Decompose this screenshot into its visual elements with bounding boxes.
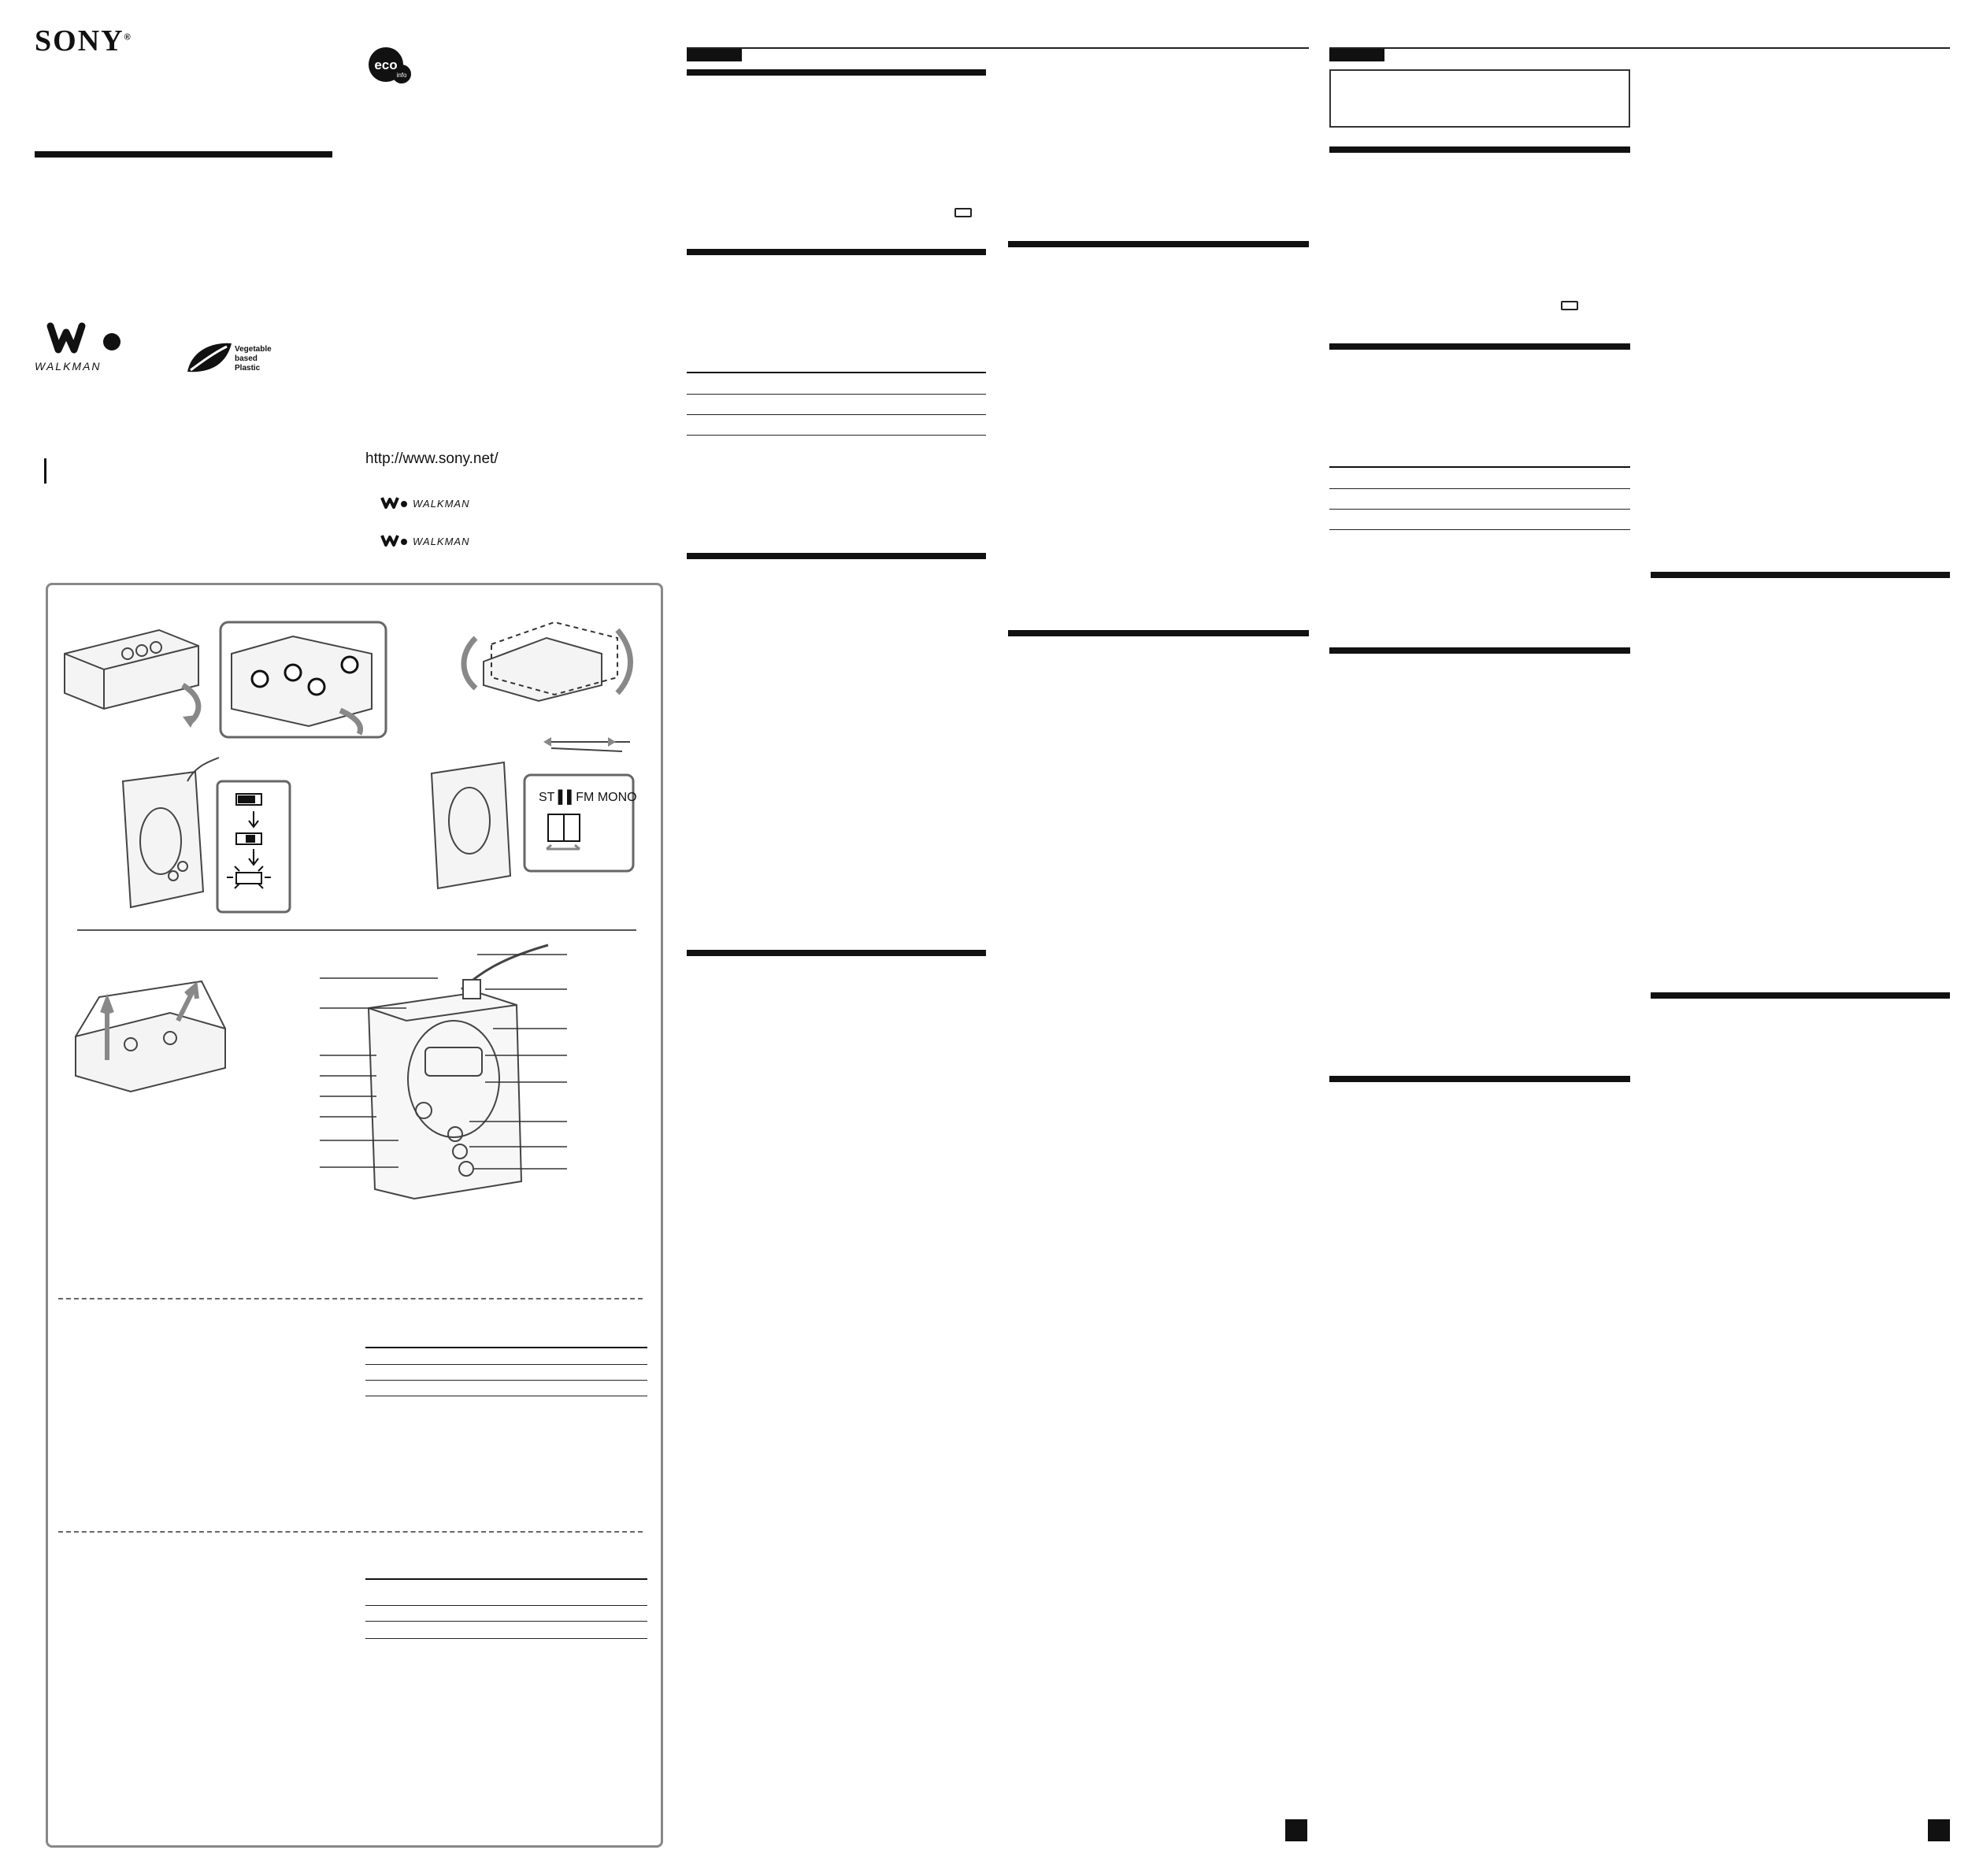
table-rule <box>365 1638 647 1639</box>
section-rule <box>687 249 986 255</box>
section-rule <box>687 553 986 559</box>
section-rule <box>1329 647 1630 654</box>
sony-logo: SONY® <box>35 24 131 57</box>
notice-box <box>1329 69 1630 128</box>
unit-parts-diagram <box>320 945 572 1213</box>
cut-line <box>58 1298 643 1299</box>
section-rule <box>1329 343 1630 350</box>
page-number-block <box>1928 1819 1950 1841</box>
margin-mark <box>44 458 46 484</box>
table-rule <box>365 1380 647 1381</box>
table-rule <box>687 414 986 415</box>
leaf-icon <box>184 340 233 375</box>
battery-icon <box>954 208 972 217</box>
section-rule <box>1329 146 1630 153</box>
header-rule <box>687 47 1309 49</box>
eco-info-icon <box>367 46 416 87</box>
section-rule <box>687 69 986 76</box>
website-url: http://www.sony.net/ <box>365 450 499 467</box>
section-rule <box>1651 572 1950 578</box>
table-rule <box>1329 466 1630 468</box>
eco-badge-text: eco <box>374 57 398 72</box>
section-rule <box>1329 1076 1630 1082</box>
walkman-logo-icon <box>35 318 137 373</box>
walkman-wordmark: WALKMAN <box>413 536 470 547</box>
panel-divider <box>77 929 636 931</box>
table-rule <box>365 1578 647 1580</box>
table-rule <box>365 1347 647 1348</box>
walkman-mark-icon <box>380 532 408 548</box>
mono-switch-illustration <box>425 734 646 892</box>
battery-insert-illustration <box>57 622 387 740</box>
table-rule <box>365 1605 647 1606</box>
walkman-wordmark: WALKMAN <box>413 498 470 510</box>
language-tab <box>1329 47 1384 61</box>
table-rule <box>1329 488 1630 489</box>
walkman-mark-icon <box>380 495 408 510</box>
mono-switch-label: ST ▌▌FM MONO <box>539 791 637 804</box>
walkman-logo-text: WALKMAN <box>35 360 102 373</box>
table-rule <box>687 372 986 373</box>
section-rule <box>687 950 986 956</box>
page-number-block <box>1285 1819 1307 1841</box>
table-rule <box>687 435 986 436</box>
section-rule <box>1008 630 1309 636</box>
cover-title-rule <box>35 151 332 158</box>
table-rule <box>1329 529 1630 530</box>
cassette-lid-illustration <box>68 981 233 1107</box>
eco-badge-subtext: info <box>396 72 407 79</box>
battery-indicator-illustration <box>117 766 298 915</box>
table-rule <box>365 1364 647 1365</box>
battery-icon <box>1561 301 1578 310</box>
section-rule <box>1651 992 1950 999</box>
table-rule <box>365 1621 647 1622</box>
rotation-illustration <box>460 622 633 701</box>
table-rule <box>687 394 986 395</box>
table-rule <box>1329 509 1630 510</box>
vegetable-plastic-label: Vegetable based Plastic <box>235 345 272 373</box>
header-rule <box>1329 47 1950 49</box>
language-tab <box>687 47 742 61</box>
section-rule <box>1008 241 1309 247</box>
cut-line <box>58 1531 643 1533</box>
